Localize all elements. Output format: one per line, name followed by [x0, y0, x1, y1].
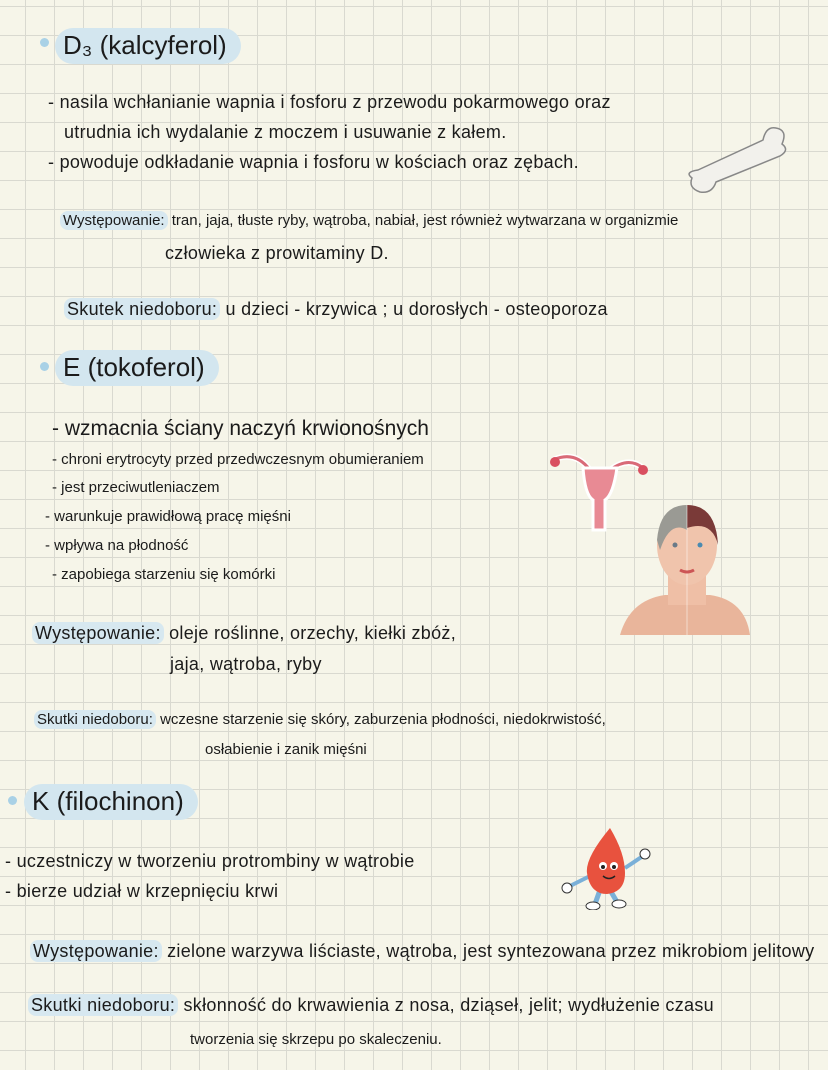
occurrence-text: zielone warzywa liściaste, wątroba, jest syntezowana przez mikrobiom jelitowy — [167, 941, 815, 961]
k-deficiency-cont: tworzenia się skrzepu po skaleczeniu. — [190, 1031, 442, 1048]
deficiency-text: skłonność do krwawienia z nosa, dziąseł, jelit; wydłużenie czasu — [183, 995, 714, 1015]
aging-face-illustration — [620, 500, 755, 638]
deficiency-label: Skutki niedoboru: — [34, 710, 156, 729]
bullet-dot — [40, 362, 49, 371]
deficiency-text: wczesne starzenie się skóry, zaburzenia płodności, niedokrwistość, — [160, 711, 606, 728]
d3-bullet: - nasila wchłanianie wapnia i fosforu z przewodu pokarmowego oraz — [48, 92, 611, 112]
e-bullet: - warunkuje prawidłową pracę mięśni — [45, 508, 291, 525]
k-bullet: - uczestniczy w tworzeniu protrombiny w wątrobie — [5, 851, 415, 871]
d3-bullet: - powoduje odkładanie wapnia i fosforu w kościach oraz zębach. — [48, 152, 579, 172]
deficiency-text: u dzieci - krzywica ; u dorosłych - osteoporoza — [225, 299, 608, 319]
e-deficiency — [34, 712, 606, 727]
e-bullet: - jest przeciwutleniaczem — [52, 479, 220, 496]
k-occurrence — [30, 942, 814, 960]
e-bullet: - zapobiega starzeniu się komórki — [52, 566, 276, 583]
e-deficiency-cont: osłabienie i zanik mięśni — [205, 741, 367, 758]
bullet-dot — [40, 38, 49, 47]
occurrence-label: Występowanie: — [60, 211, 168, 230]
bullet-dot — [8, 796, 17, 805]
heading-vitamin-k: K (filochinon) — [24, 784, 198, 820]
occurrence-text: oleje roślinne, orzechy, kiełki zbóż, — [169, 623, 457, 643]
occurrence-label: Występowanie: — [30, 940, 162, 962]
e-bullet: - chroni erytrocyty przed przedwczesnym obumieraniem — [52, 451, 424, 468]
d3-deficiency — [64, 300, 608, 318]
heading-vitamin-d3: D₃ (kalcyferol) — [55, 28, 241, 64]
e-bullet: - wzmacnia ściany naczyń krwionośnych — [52, 417, 429, 440]
e-occurrence — [32, 624, 456, 642]
k-deficiency — [28, 996, 714, 1014]
deficiency-label: Skutki niedoboru: — [28, 994, 178, 1016]
e-occurrence-cont: jaja, wątroba, ryby — [170, 654, 322, 674]
occurrence-label: Występowanie: — [32, 622, 164, 644]
d3-bullet: utrudnia ich wydalanie z moczem i usuwanie z kałem. — [64, 122, 507, 142]
occurrence-text: tran, jaja, tłuste ryby, wątroba, nabiał, jest również wytwarzana w organizmie — [171, 212, 679, 229]
bone-illustration — [678, 118, 793, 198]
k-bullet: - bierze udział w krzepnięciu krwi — [5, 881, 279, 901]
d3-occurrence-cont: człowieka z prowitaminy D. — [165, 243, 389, 263]
blood-drop-mascot-illustration — [555, 828, 655, 910]
e-bullet: - wpływa na płodność — [45, 537, 189, 554]
deficiency-label: Skutek niedoboru: — [64, 298, 220, 320]
heading-vitamin-e: E (tokoferol) — [55, 350, 219, 386]
d3-occurrence — [60, 213, 678, 228]
